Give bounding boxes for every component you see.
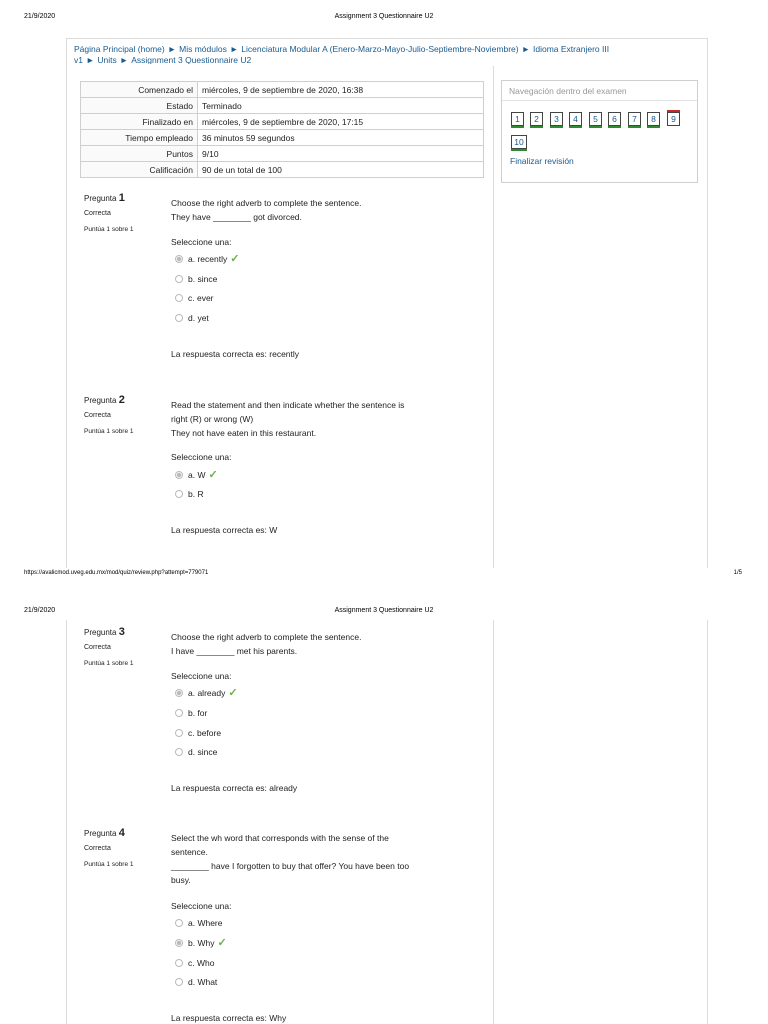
nav-question-7[interactable]	[628, 112, 641, 126]
radio-button[interactable]	[175, 919, 183, 927]
option-b[interactable]	[175, 487, 204, 501]
checkmark-icon: ✓	[217, 937, 227, 949]
correct-indicator	[647, 126, 660, 128]
correct-indicator	[589, 126, 602, 128]
correct-answer: La respuesta correcta es: already	[171, 783, 298, 793]
question-text	[171, 630, 471, 658]
question-state: Correcta	[84, 210, 111, 217]
radio-button[interactable]	[175, 471, 183, 479]
print-doc-title: Assignment 3 Questionnaire U2	[334, 13, 434, 20]
checkmark-icon: ✓	[228, 687, 238, 699]
radio-button[interactable]	[175, 959, 183, 967]
question-text-line: I have ________ met his parents.	[171, 646, 298, 656]
summary-row	[81, 114, 484, 130]
question-label: Pregunta	[84, 628, 117, 637]
question-grade: Puntúa 1 sobre 1	[84, 660, 134, 667]
frame-top-border	[66, 38, 707, 39]
breadcrumb-assignment[interactable]: Assignment 3 Questionnaire U2	[131, 55, 252, 64]
nav-button-label: 5	[593, 114, 598, 124]
select-prompt: Seleccione una:	[171, 452, 232, 462]
option-b[interactable]	[175, 936, 227, 950]
radio-button[interactable]	[175, 978, 183, 986]
summary-value: miércoles, 9 de septiembre de 2020, 16:38	[198, 82, 484, 98]
summary-value: Terminado	[198, 98, 484, 114]
nav-button-label: 4	[573, 114, 578, 124]
radio-button[interactable]	[175, 490, 183, 498]
print-page-number: 1/5	[733, 570, 742, 576]
question-grade: Puntúa 1 sobre 1	[84, 428, 134, 435]
summary-row	[81, 98, 484, 114]
option-label: b. R	[188, 489, 204, 499]
breadcrumb-separator: ►	[229, 44, 239, 54]
nav-question-2[interactable]	[530, 112, 543, 126]
summary-label: Tiempo empleado	[81, 130, 198, 146]
attempt-summary-table	[80, 81, 484, 178]
radio-button[interactable]	[175, 748, 183, 756]
nav-question-5[interactable]	[589, 112, 602, 126]
question-text-line: Choose the right adverb to complete the sentence.	[171, 198, 362, 208]
correct-indicator	[511, 126, 524, 128]
question-text-line: They have ________ got divorced.	[171, 212, 302, 222]
correct-indicator	[511, 149, 527, 151]
question-text	[171, 831, 471, 887]
correct-answer: La respuesta correcta es: W	[171, 525, 278, 535]
print-date: 21/9/2020	[24, 607, 56, 614]
summary-value: 90 de un total de 100	[198, 162, 484, 178]
summary-label: Comenzado el	[81, 82, 198, 98]
option-label: d. since	[188, 747, 218, 757]
print-header	[0, 607, 768, 621]
breadcrumb-separator: ►	[119, 55, 129, 64]
option-label: b. Why	[188, 938, 215, 948]
correct-answer: La respuesta correcta es: recently	[171, 349, 300, 359]
breadcrumb-units[interactable]: Units	[97, 55, 117, 64]
question-text-line: right (R) or wrong (W)	[171, 414, 254, 424]
breadcrumb-home[interactable]: Página Principal (home)	[74, 44, 165, 54]
radio-button[interactable]	[175, 939, 183, 947]
nav-question-9[interactable]	[667, 112, 680, 126]
option-label: d. What	[188, 977, 218, 987]
question-label: Pregunta	[84, 829, 117, 838]
option-label: a. recently	[188, 254, 228, 264]
print-footer	[0, 570, 768, 582]
question-number	[84, 626, 125, 638]
nav-question-6[interactable]	[608, 112, 621, 126]
breadcrumb-separator: ►	[521, 44, 531, 54]
radio-button[interactable]	[175, 255, 183, 263]
nav-question-10[interactable]	[511, 135, 527, 149]
correct-answer: La respuesta correcta es: Why	[171, 1013, 287, 1023]
question-text-line: ________ have I forgotten to buy that offer? You have been too	[171, 861, 410, 871]
question-state: Correcta	[84, 412, 111, 419]
nav-button-label: 6	[612, 114, 617, 124]
radio-button[interactable]	[175, 729, 183, 737]
option-c[interactable]	[175, 726, 221, 740]
nav-button-label: 9	[671, 114, 676, 124]
correct-indicator	[628, 126, 641, 128]
option-a[interactable]	[175, 916, 223, 930]
nav-button-label: 7	[632, 114, 637, 124]
question-state: Correcta	[84, 845, 111, 852]
breadcrumb-course[interactable]: Idioma Extranjero III v1	[74, 44, 610, 64]
nav-question-3[interactable]	[550, 112, 563, 126]
summary-value: miércoles, 9 de septiembre de 2020, 17:15	[198, 114, 484, 130]
quiz-navigation-title: Navegación dentro del examen	[502, 81, 697, 101]
select-prompt: Seleccione una:	[171, 901, 232, 911]
summary-row	[81, 130, 484, 146]
option-c[interactable]	[175, 291, 214, 305]
breadcrumb	[74, 44, 704, 64]
option-a[interactable]	[175, 686, 238, 700]
breadcrumb-separator: ►	[85, 55, 95, 64]
sidebar-divider	[493, 66, 494, 568]
nav-question-8[interactable]	[647, 112, 660, 126]
correct-indicator	[608, 126, 621, 128]
question-text-line: Choose the right adverb to complete the sentence.	[171, 632, 362, 642]
question-number-value: 2	[118, 394, 125, 406]
question-label: Pregunta	[84, 396, 117, 405]
option-label: b. for	[188, 708, 208, 718]
checkmark-icon: ✓	[230, 253, 240, 265]
option-label: d. yet	[188, 313, 209, 323]
radio-button[interactable]	[175, 689, 183, 697]
summary-row	[81, 82, 484, 98]
nav-button-label: 10	[514, 137, 524, 147]
print-url: https://avalicmod.uveg.edu.mx/mod/quiz/review.php?attempt=779071	[24, 570, 209, 576]
correct-indicator	[550, 126, 563, 128]
select-prompt: Seleccione una:	[171, 237, 232, 247]
question-1	[84, 192, 484, 362]
correct-indicator	[530, 126, 543, 128]
summary-row	[81, 162, 484, 178]
summary-label: Finalizado en	[81, 114, 198, 130]
option-label: b. since	[188, 274, 218, 284]
question-text-line: Read the statement and then indicate whether the sentence is	[171, 400, 405, 410]
print-header	[0, 13, 768, 27]
sidebar-divider	[493, 620, 494, 1024]
option-label: c. before	[188, 728, 222, 738]
option-d[interactable]	[175, 975, 217, 989]
question-2	[84, 394, 484, 544]
nav-button-label: 3	[554, 114, 559, 124]
question-grade: Puntúa 1 sobre 1	[84, 226, 134, 233]
question-grade: Puntúa 1 sobre 1	[84, 861, 134, 868]
option-a[interactable]	[175, 468, 218, 482]
select-prompt: Seleccione una:	[171, 671, 232, 681]
question-text-line: Select the wh word that corresponds with the sense of the	[171, 833, 389, 843]
question-label: Pregunta	[84, 194, 117, 203]
option-a[interactable]	[175, 252, 239, 266]
option-label: a. already	[188, 688, 226, 698]
question-number	[84, 192, 125, 204]
option-label: a. W	[188, 470, 206, 480]
question-number	[84, 827, 125, 839]
question-text-line: busy.	[171, 875, 191, 885]
nav-question-4[interactable]	[569, 112, 582, 126]
nav-button-label: 8	[651, 114, 656, 124]
question-text-line: They not have eaten in this restaurant.	[171, 428, 317, 438]
option-label: c. ever	[188, 293, 214, 303]
print-doc-title: Assignment 3 Questionnaire U2	[334, 607, 434, 614]
finish-review-link[interactable]: Finalizar revisión	[510, 156, 574, 166]
option-b[interactable]	[175, 706, 207, 720]
summary-row	[81, 146, 484, 162]
option-b[interactable]	[175, 272, 217, 286]
question-state: Correcta	[84, 644, 111, 651]
breadcrumb-program[interactable]: Licenciatura Modular A (Enero-Marzo-Mayo-Julio-Septiembre-Noviembre)	[241, 44, 519, 54]
option-d[interactable]	[175, 311, 209, 325]
radio-button[interactable]	[175, 314, 183, 322]
nav-question-1[interactable]	[511, 112, 524, 126]
option-c[interactable]	[175, 956, 214, 970]
incorrect-indicator	[667, 110, 680, 112]
nav-button-label: 1	[515, 114, 520, 124]
summary-label: Puntos	[81, 146, 198, 162]
quiz-navigation-block	[501, 80, 698, 183]
question-3	[84, 626, 484, 801]
radio-button[interactable]	[175, 709, 183, 717]
breadcrumb-my-modules[interactable]: Mis módulos	[179, 44, 227, 54]
breadcrumb-separator: ►	[167, 44, 177, 54]
radio-button[interactable]	[175, 294, 183, 302]
checkmark-icon: ✓	[208, 469, 218, 481]
question-number	[84, 394, 125, 406]
question-text	[171, 398, 471, 440]
question-text-line: sentence.	[171, 847, 208, 857]
question-text	[171, 196, 471, 224]
radio-button[interactable]	[175, 275, 183, 283]
print-date: 21/9/2020	[24, 13, 56, 20]
question-number-value: 4	[118, 827, 125, 839]
option-d[interactable]	[175, 745, 217, 759]
question-number-value: 3	[118, 626, 125, 638]
summary-value: 9/10	[198, 146, 484, 162]
option-label: c. Who	[188, 958, 215, 968]
correct-indicator	[569, 126, 582, 128]
summary-label: Estado	[81, 98, 198, 114]
nav-button-label: 2	[534, 114, 539, 124]
summary-label: Calificación	[81, 162, 198, 178]
question-number-value: 1	[118, 192, 125, 204]
summary-value: 36 minutos 59 segundos	[198, 130, 484, 146]
question-4	[84, 827, 484, 1024]
option-label: a. Where	[188, 918, 223, 928]
